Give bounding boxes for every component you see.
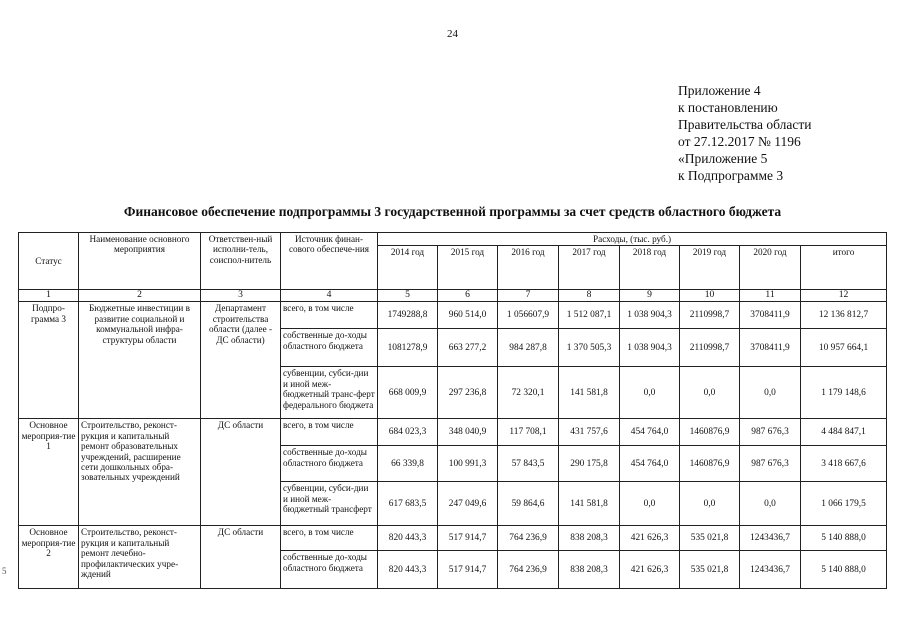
value-cell: 668 009,9 (378, 367, 438, 419)
table-row (19, 526, 887, 551)
value-cell: 59 864,6 (498, 482, 559, 526)
value-cell: 1460876,9 (680, 419, 740, 446)
header-source: Источник финан-сового обеспече-ния (281, 233, 378, 290)
value-cell: 141 581,8 (559, 367, 620, 419)
header-measure: Наименование основного мероприятия (79, 233, 201, 290)
total-cell: 12 136 812,7 (801, 302, 887, 329)
source-cell: всего, в том числе (281, 419, 378, 446)
source-cell: собственные до-ходы областного бюджета (281, 551, 378, 589)
source-cell: субвенции, субси-дии и иной меж-бюджетный трансферт (281, 482, 378, 526)
header-year: 2014 год (378, 246, 438, 290)
source-cell: субвенции, субси-дии и иной меж-бюджетный транс-ферт федерального бюджета (281, 367, 378, 419)
value-cell: 1 056607,9 (498, 302, 559, 329)
column-index: 2 (79, 290, 201, 302)
value-cell: 1749288,8 (378, 302, 438, 329)
margin-mark: 5 (2, 566, 7, 576)
value-cell: 1 038 904,3 (620, 302, 680, 329)
appendix-line: Приложение 4 (678, 83, 761, 98)
header-total: итого (801, 246, 887, 290)
value-cell: 764 236,9 (498, 551, 559, 589)
value-cell: 1081278,9 (378, 329, 438, 367)
value-cell: 838 208,3 (559, 526, 620, 551)
header-year: 2019 год (680, 246, 740, 290)
status-cell: Подпро-грамма 3 (19, 302, 79, 419)
total-cell: 3 418 667,6 (801, 446, 887, 482)
column-index: 12 (801, 290, 887, 302)
value-cell: 517 914,7 (438, 551, 498, 589)
value-cell: 1 512 087,1 (559, 302, 620, 329)
value-cell: 764 236,9 (498, 526, 559, 551)
value-cell: 66 339,8 (378, 446, 438, 482)
measure-cell: Строительство, реконст-рукция и капитальный ремонт лечебно-профилактических учре-ждений (79, 526, 201, 589)
value-cell: 247 049,6 (438, 482, 498, 526)
value-cell: 0,0 (680, 482, 740, 526)
header-year: 2018 год (620, 246, 680, 290)
value-cell: 684 023,3 (378, 419, 438, 446)
value-cell: 0,0 (740, 367, 801, 419)
column-index: 5 (378, 290, 438, 302)
header-year: 2017 год (559, 246, 620, 290)
value-cell: 454 764,0 (620, 446, 680, 482)
value-cell: 290 175,8 (559, 446, 620, 482)
value-cell: 535 021,8 (680, 551, 740, 589)
column-index: 4 (281, 290, 378, 302)
column-index: 9 (620, 290, 680, 302)
source-cell: собственные до-ходы областного бюджета (281, 446, 378, 482)
value-cell: 100 991,3 (438, 446, 498, 482)
executor-cell: ДС области (201, 419, 281, 526)
total-cell: 1 066 179,5 (801, 482, 887, 526)
value-cell: 663 277,2 (438, 329, 498, 367)
total-cell: 1 179 148,6 (801, 367, 887, 419)
value-cell: 3708411,9 (740, 302, 801, 329)
appendix-line: к постановлению (678, 100, 778, 115)
total-cell: 5 140 888,0 (801, 551, 887, 589)
column-index: 11 (740, 290, 801, 302)
value-cell: 0,0 (620, 482, 680, 526)
value-cell: 0,0 (680, 367, 740, 419)
column-index: 10 (680, 290, 740, 302)
source-cell: всего, в том числе (281, 526, 378, 551)
source-cell: всего, в том числе (281, 302, 378, 329)
value-cell: 1243436,7 (740, 526, 801, 551)
appendix-line: «Приложение 5 (678, 151, 768, 166)
total-cell: 5 140 888,0 (801, 526, 887, 551)
appendix-line: к Подпрограмме 3 (678, 168, 784, 183)
measure-cell: Бюджетные инвестиции в развитие социальной и коммунальной инфра-структуры области (79, 302, 201, 419)
value-cell: 57 843,5 (498, 446, 559, 482)
value-cell: 117 708,1 (498, 419, 559, 446)
financing-table (18, 232, 887, 589)
value-cell: 820 443,3 (378, 526, 438, 551)
status-cell: Основное мероприя-тие 1 (19, 419, 79, 526)
value-cell: 2110998,7 (680, 329, 740, 367)
value-cell: 838 208,3 (559, 551, 620, 589)
value-cell: 1460876,9 (680, 446, 740, 482)
value-cell: 431 757,6 (559, 419, 620, 446)
executor-cell: Департамент строительства области (далее - ДС области) (201, 302, 281, 419)
value-cell: 535 021,8 (680, 526, 740, 551)
value-cell: 987 676,3 (740, 446, 801, 482)
value-cell: 3708411,9 (740, 329, 801, 367)
value-cell: 454 764,0 (620, 419, 680, 446)
status-cell: Основное мероприя-тие 2 (19, 526, 79, 589)
total-cell: 10 957 664,1 (801, 329, 887, 367)
header-expenses: Расходы, (тыс. руб.) (378, 233, 887, 246)
header-status: Статус (19, 233, 79, 290)
value-cell: 0,0 (740, 482, 801, 526)
column-index-row (19, 290, 887, 302)
value-cell: 2110998,7 (680, 302, 740, 329)
header-executor: Ответствен-ный исполни-тель, соиспол-нитель (201, 233, 281, 290)
value-cell: 297 236,8 (438, 367, 498, 419)
column-index: 8 (559, 290, 620, 302)
header-year: 2016 год (498, 246, 559, 290)
value-cell: 72 320,1 (498, 367, 559, 419)
value-cell: 1243436,7 (740, 551, 801, 589)
value-cell: 348 040,9 (438, 419, 498, 446)
table-row (19, 302, 887, 329)
appendix-line: от 27.12.2017 № 1196 (678, 134, 801, 149)
table-row (19, 419, 887, 446)
value-cell: 517 914,7 (438, 526, 498, 551)
header-year: 2015 год (438, 246, 498, 290)
value-cell: 987 676,3 (740, 419, 801, 446)
value-cell: 421 626,3 (620, 551, 680, 589)
column-index: 6 (438, 290, 498, 302)
value-cell: 1 038 904,3 (620, 329, 680, 367)
document-title: Финансовое обеспечение подпрограммы 3 государственной программы за счет средств областного бюджета (123, 204, 782, 219)
source-cell: собственные до-ходы областного бюджета (281, 329, 378, 367)
value-cell: 820 443,3 (378, 551, 438, 589)
appendix-block (678, 82, 811, 184)
executor-cell: ДС области (201, 526, 281, 589)
measure-cell: Строительство, реконст-рукция и капитальный ремонт образовательных учреждений, расширение сети дошкольных обра-зовательных учреждений (79, 419, 201, 526)
column-index: 7 (498, 290, 559, 302)
value-cell: 984 287,8 (498, 329, 559, 367)
value-cell: 0,0 (620, 367, 680, 419)
column-index: 1 (19, 290, 79, 302)
value-cell: 960 514,0 (438, 302, 498, 329)
total-cell: 4 484 847,1 (801, 419, 887, 446)
column-index: 3 (201, 290, 281, 302)
value-cell: 1 370 505,3 (559, 329, 620, 367)
value-cell: 141 581,8 (559, 482, 620, 526)
header-year: 2020 год (740, 246, 801, 290)
appendix-line: Правительства области (678, 117, 812, 132)
value-cell: 617 683,5 (378, 482, 438, 526)
page-number: 24 (447, 28, 458, 40)
value-cell: 421 626,3 (620, 526, 680, 551)
